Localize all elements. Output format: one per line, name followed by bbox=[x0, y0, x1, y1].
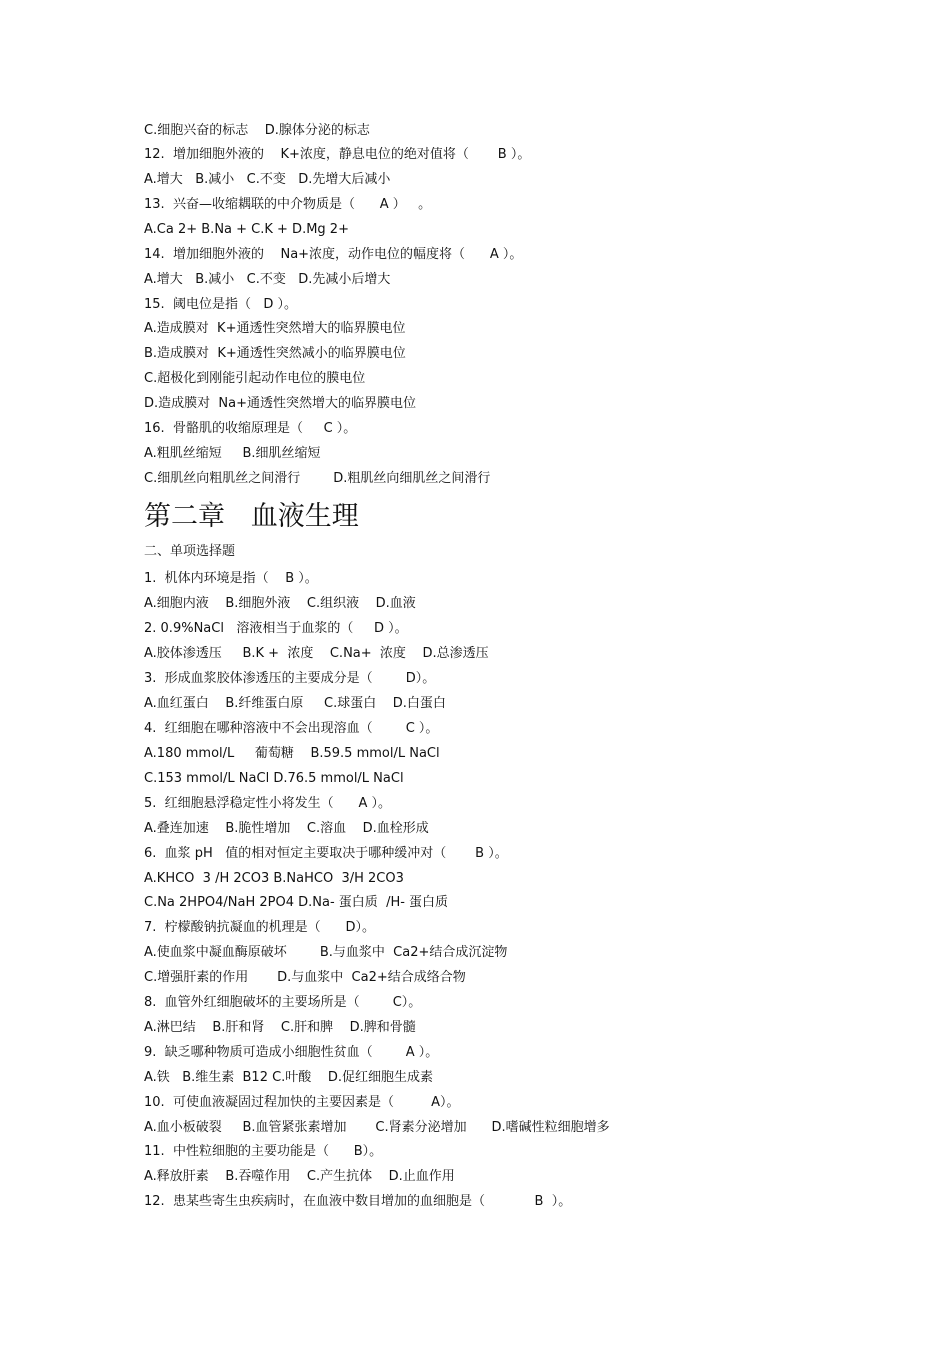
text-line: 12. 增加细胞外液的 K+浓度，静息电位的绝对值将（ B ）。 bbox=[144, 147, 531, 162]
text-line: 12. 患某些寄生虫疾病时，在血液中数目增加的血细胞是（ B ）。 bbox=[144, 1194, 572, 1209]
text-line: C.细胞兴奋的标志 D.腺体分泌的标志 bbox=[144, 123, 370, 138]
text-line: A.180 mmol/L 葡萄糖 B.59.5 mmol/L NaCl bbox=[144, 746, 440, 761]
text-line: A.增大 B.减小 C.不变 D.先减小后增大 bbox=[144, 272, 391, 287]
text-line: A.铁 B.维生素 B12 C.叶酸 D.促红细胞生成素 bbox=[144, 1070, 433, 1085]
text-line: 8. 血管外红细胞破坏的主要场所是（ C）。 bbox=[144, 995, 422, 1010]
text-line: D.造成膜对 Na+通透性突然增大的临界膜电位 bbox=[144, 396, 416, 411]
text-line: A.细胞内液 B.细胞外液 C.组织液 D.血液 bbox=[144, 596, 416, 611]
text-line: 14. 增加细胞外液的 Na+浓度，动作电位的幅度将（ A ）。 bbox=[144, 247, 523, 262]
text-line: A.血红蛋白 B.纤维蛋白原 C.球蛋白 D.白蛋白 bbox=[144, 696, 446, 711]
text-line: A.血小板破裂 B.血管紧张素增加 C.肾素分泌增加 D.嗜碱性粒细胞增多 bbox=[144, 1120, 610, 1135]
text-line: 15. 阈电位是指（ D ）。 bbox=[144, 297, 297, 312]
text-line: A.叠连加速 B.脆性增加 C.溶血 D.血栓形成 bbox=[144, 821, 429, 836]
text-line: 1. 机体内环境是指（ B ）。 bbox=[144, 571, 318, 586]
text-line: A.Ca 2+ B.Na + C.K + D.Mg 2+ bbox=[144, 222, 349, 237]
text-line: A.释放肝素 B.吞噬作用 C.产生抗体 D.止血作用 bbox=[144, 1169, 455, 1184]
text-line: 16. 骨骼肌的收缩原理是（ C ）。 bbox=[144, 421, 357, 436]
text-line: A.使血浆中凝血酶原破坏 B.与血浆中 Ca2+结合成沉淀物 bbox=[144, 945, 508, 960]
text-line: A.KHCO 3 /H 2CO3 B.NaHCO 3/H 2CO3 bbox=[144, 871, 404, 886]
text-line: 4. 红细胞在哪种溶液中不会出现溶血（ C ）。 bbox=[144, 721, 439, 736]
text-line: 7. 柠檬酸钠抗凝血的机理是（ D）。 bbox=[144, 920, 375, 935]
text-line: A.淋巴结 B.肝和肾 C.肝和脾 D.脾和骨髓 bbox=[144, 1020, 416, 1035]
text-line: 5. 红细胞悬浮稳定性小将发生（ A ）。 bbox=[144, 796, 391, 811]
text-line: 9. 缺乏哪种物质可造成小细胞性贫血（ A ）。 bbox=[144, 1045, 439, 1060]
text-line: C.Na 2HPO4/NaH 2PO4 D.Na- 蛋白质 /H- 蛋白质 bbox=[144, 895, 449, 910]
text-line: 10. 可使血液凝固过程加快的主要因素是（ A）。 bbox=[144, 1095, 460, 1110]
text-line: B.造成膜对 K+通透性突然减小的临界膜电位 bbox=[144, 346, 406, 361]
text-line: A.胶体渗透压 B.K + 浓度 C.Na+ 浓度 D.总渗透压 bbox=[144, 646, 489, 661]
text-line: 2. 0.9%NaCl 溶液相当于血浆的（ D ）。 bbox=[144, 621, 408, 636]
text-line: C.超极化到刚能引起动作电位的膜电位 bbox=[144, 371, 366, 386]
chapter-title: 第二章 血液生理 bbox=[144, 501, 359, 532]
text-line: 11. 中性粒细胞的主要功能是（ B）。 bbox=[144, 1144, 383, 1159]
text-line: A.造成膜对 K+通透性突然增大的临界膜电位 bbox=[144, 321, 406, 336]
text-line: 3. 形成血浆胶体渗透压的主要成分是（ D）。 bbox=[144, 671, 436, 686]
text-line: 13. 兴奋—收缩耦联的中介物质是（ A ） 。 bbox=[144, 197, 432, 212]
text-line: 6. 血浆 pH 值的相对恒定主要取决于哪种缓冲对（ B ）。 bbox=[144, 846, 508, 861]
text-line: 二、单项选择题 bbox=[144, 544, 236, 559]
text-line: A.增大 B.减小 C.不变 D.先增大后减小 bbox=[144, 172, 391, 187]
text-line: C.细肌丝向粗肌丝之间滑行 D.粗肌丝向细肌丝之间滑行 bbox=[144, 471, 491, 486]
text-line: C.153 mmol/L NaCl D.76.5 mmol/L NaCl bbox=[144, 771, 404, 786]
text-line: C.增强肝素的作用 D.与血浆中 Ca2+结合成络合物 bbox=[144, 970, 466, 985]
text-line: A.粗肌丝缩短 B.细肌丝缩短 bbox=[144, 446, 321, 461]
